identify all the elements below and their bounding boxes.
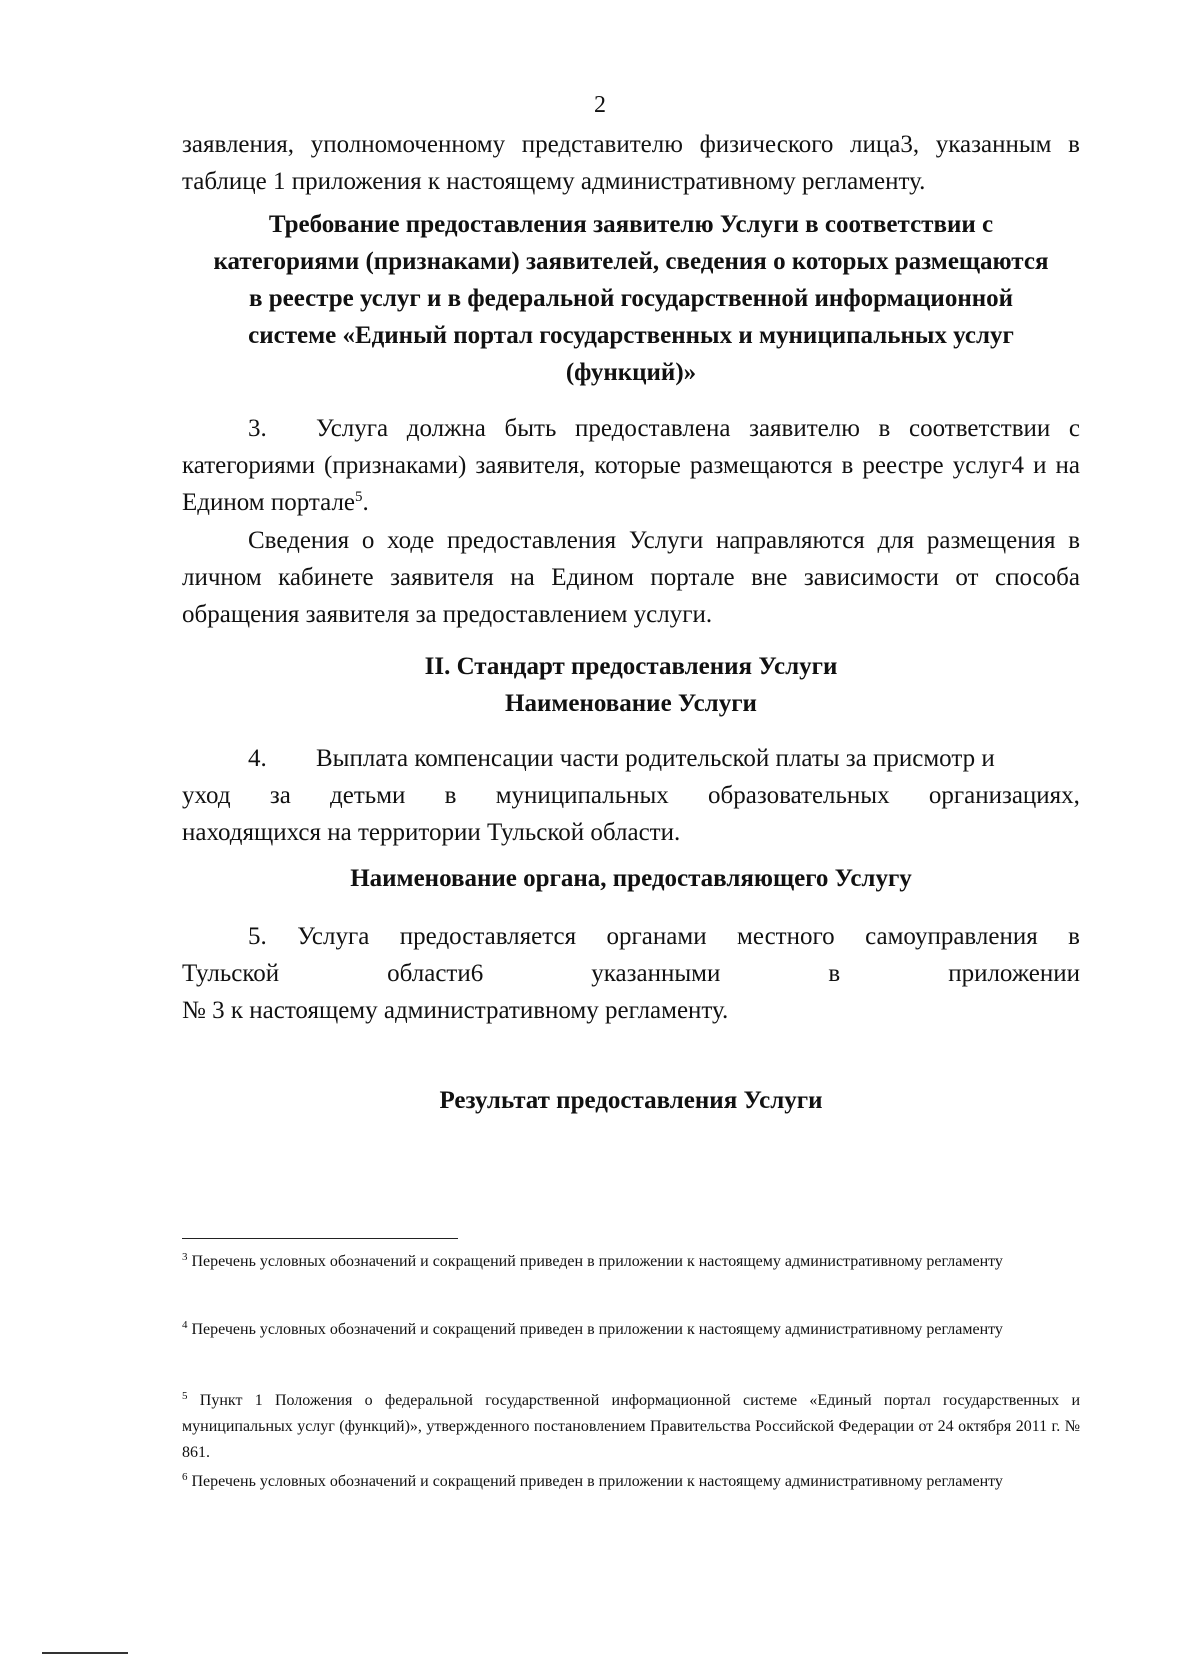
- item-4-line-1-text: Выплата компенсации части родительской платы за присмотр и: [316, 745, 995, 772]
- item-4-line-3: находящихся на территории Тульской области.: [182, 819, 681, 846]
- result-heading-block: [182, 1082, 1080, 1119]
- item-3: [182, 410, 1080, 521]
- standard-heading-block: [182, 648, 1080, 722]
- status-text: Сведения о ходе предоставления Услуги направляются для размещения в личном кабинете заявителя на Едином портале вне зависимости от способа обращения заявителя за предоставлением услуги.: [182, 527, 1080, 628]
- word: уход: [182, 782, 231, 809]
- footnote-3: [182, 1250, 1080, 1274]
- footnote-mark: 4: [182, 1319, 188, 1331]
- word: образовательных: [708, 782, 890, 809]
- standard-heading: II. Стандарт предоставления Услуги: [424, 653, 838, 680]
- item-3-end: .: [362, 489, 369, 516]
- intro-paragraph: [182, 126, 1080, 200]
- word: указанными: [591, 960, 721, 987]
- authority-heading-block: [182, 860, 1080, 897]
- word: за: [269, 782, 291, 809]
- item-5-line-1-text: 5. Услуга предоставляется органами местного самоуправления в: [248, 923, 1080, 950]
- scan-edge-mark: [42, 1652, 128, 1654]
- item-5-line-1: [182, 918, 1080, 955]
- word: муниципальных: [495, 782, 669, 809]
- footnote-ref-5: 5: [355, 489, 363, 505]
- footnote-5: [182, 1388, 1080, 1466]
- item-4-number: 4.: [248, 745, 267, 772]
- item-5: [182, 918, 1080, 1029]
- word: в: [828, 960, 841, 987]
- footnote-separator: [182, 1238, 458, 1239]
- item-5-line-3: № 3 к настоящему административному регламенту.: [182, 997, 729, 1024]
- service-name-heading: Наименование Услуги: [505, 690, 757, 717]
- intro-text: заявления, уполномоченному представителю физического лица3, указанным в таблице 1 приложения к настоящему административному регламенту.: [182, 131, 1080, 195]
- footnote-6: [182, 1470, 1080, 1494]
- item-3-body: Услуга должна быть предоставлена заявителю в соответствии с категориями (признаками) заявителя, которые размещаются в реестре услуг4 и на Едином портале: [182, 415, 1080, 516]
- item-4-line-2: [182, 777, 1080, 814]
- item-4-line-1: [182, 740, 1080, 777]
- authority-heading: Наименование органа, предоставляющего Услугу: [350, 865, 912, 892]
- status-paragraph: [182, 522, 1080, 633]
- footnote-text: Пункт 1 Положения о федеральной государственной информационной системе «Единый портал государственных и муниципальных услуг (функций)», утвержденного постановлением Правительства Российской Федерации от 24 октября 2011 г. № 861.: [182, 1392, 1081, 1461]
- page-number: 2: [594, 92, 606, 118]
- footnote-mark: 5: [182, 1390, 188, 1402]
- item-3-number: 3.: [248, 415, 267, 442]
- requirement-heading: Требование предоставления заявителю Услуги в соответствии с категориями (признаками) заявителей, сведения о которых размещаются в реестре услуг и в федеральной государственной информационной системе «Единый портал государственных и муниципальных услуг (функций)»: [213, 211, 1049, 386]
- word: приложении: [948, 960, 1080, 987]
- item-4: [182, 740, 1080, 851]
- footnote-mark: 3: [182, 1251, 188, 1263]
- word: области6: [387, 960, 484, 987]
- word: в: [444, 782, 457, 809]
- word: Тульской: [182, 960, 280, 987]
- item-5-line-2: [182, 955, 1080, 992]
- requirement-heading-block: [212, 206, 1050, 391]
- word: организациях,: [928, 782, 1080, 809]
- word: детьми: [330, 782, 406, 809]
- footnote-4: [182, 1318, 1080, 1342]
- footnote-mark: 6: [182, 1471, 188, 1483]
- footnote-text: Перечень условных обозначений и сокращений приведен в приложении к настоящему административному регламенту: [191, 1473, 1003, 1490]
- item-3-text: [182, 410, 1080, 521]
- result-heading: Результат предоставления Услуги: [439, 1087, 823, 1114]
- footnote-text: Перечень условных обозначений и сокращений приведен в приложении к настоящему административному регламенту: [191, 1321, 1003, 1338]
- footnote-text: Перечень условных обозначений и сокращений приведен в приложении к настоящему административному регламенту: [191, 1253, 1003, 1270]
